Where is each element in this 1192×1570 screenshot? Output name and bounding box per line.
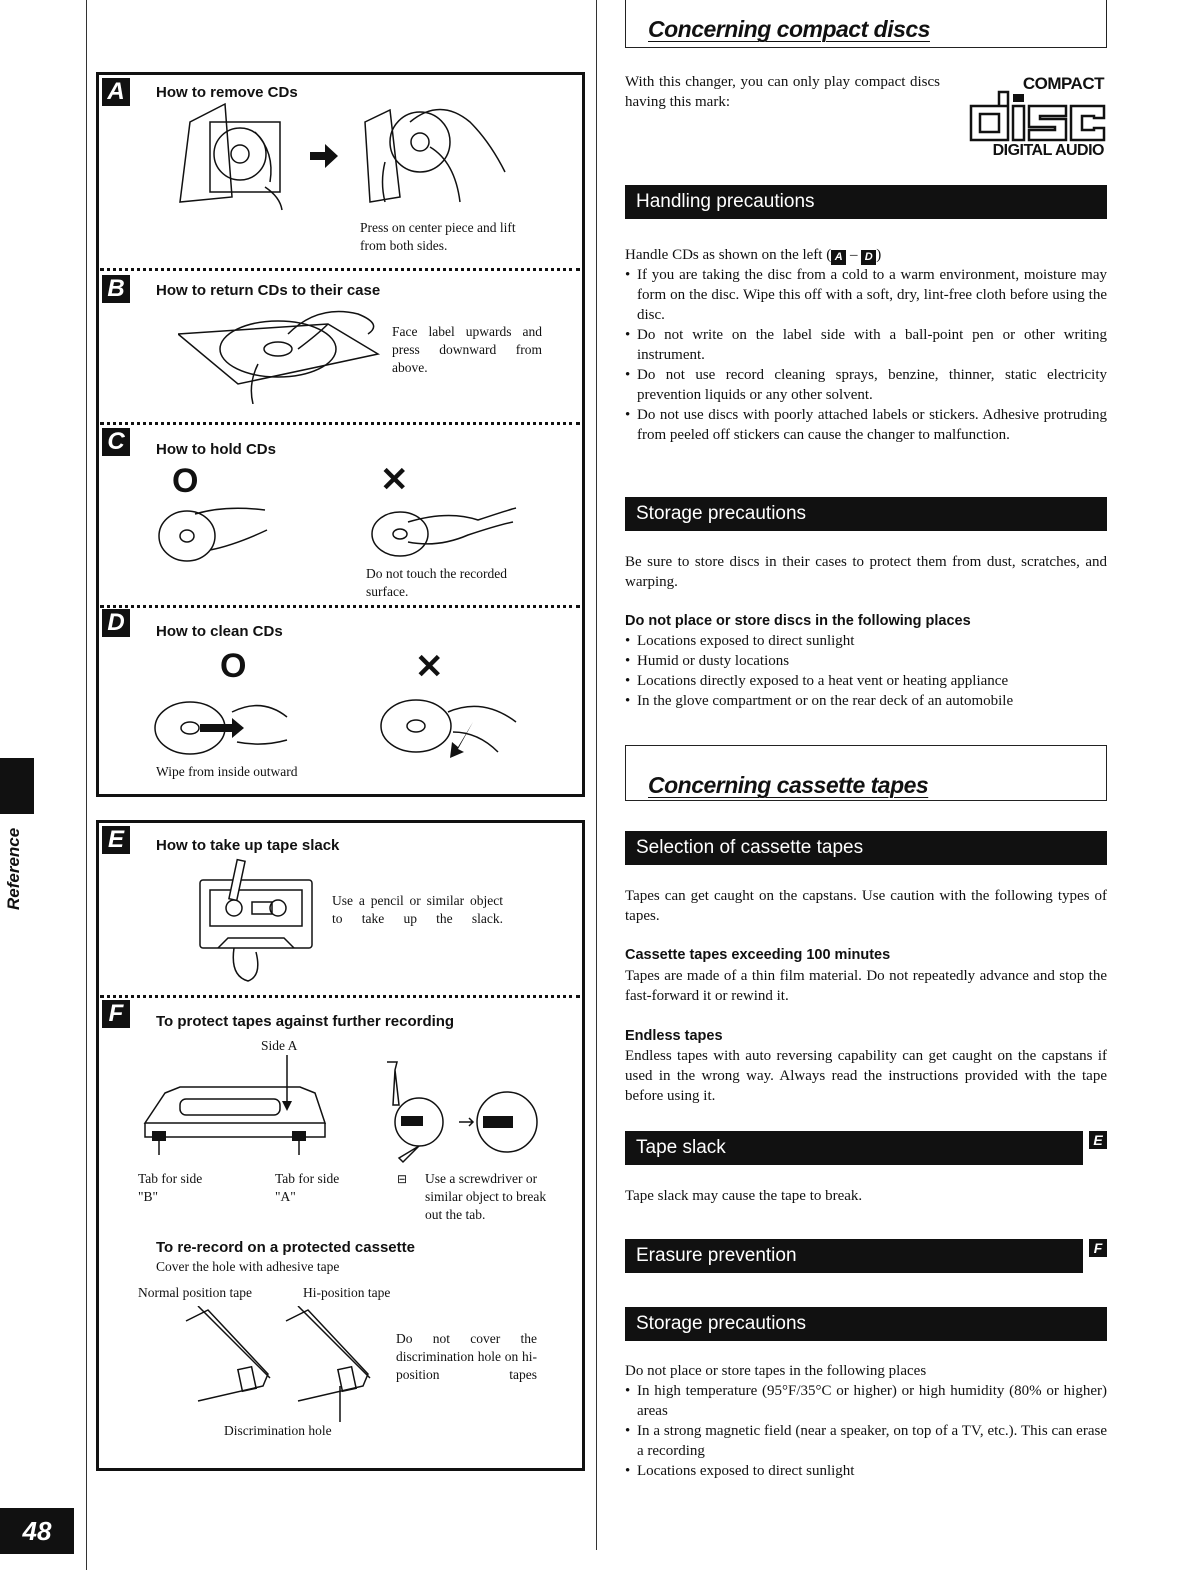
tape-storage-bar: Storage precautions	[625, 1307, 1107, 1341]
screwdriver-illustration	[383, 1060, 543, 1170]
tape-slack-bar: Tape slack	[625, 1131, 1083, 1165]
ref-f-badge: F	[1089, 1239, 1107, 1257]
list-item: • In a strong magnetic field (near a speaker, on top of a TV, etc.). This can erase a recording	[625, 1421, 1107, 1461]
protect-tapes-title: To protect tapes against further recording	[156, 1013, 455, 1030]
divider-bc	[100, 422, 580, 425]
return-cds-title: How to return CDs to their case	[156, 282, 381, 299]
logo-compact-text: COMPACT	[1022, 74, 1104, 93]
logo-disc-mark	[968, 88, 1108, 142]
section-letter-b: B	[102, 275, 130, 303]
tab-side-a-label: Tab for side "A"	[275, 1171, 340, 1204]
endless-tapes-text: Endless tapes with auto reversing capability can get caught on the capstans if used in the wrong way. Always read the instructions provided with the tape before using it.	[625, 1048, 1107, 1104]
cd-storage-list	[625, 631, 1107, 711]
cd-storage-text: Be sure to store discs in their cases to protect them from dust, scratches, and warping.	[625, 554, 1107, 590]
hold-ok-mark: O	[172, 462, 199, 500]
handling-precautions-bar: Handling precautions	[625, 185, 1107, 219]
tape-slack-title: How to take up tape slack	[156, 837, 340, 854]
clean-ok-mark: O	[220, 647, 247, 685]
hold-cds-title: How to hold CDs	[156, 441, 276, 458]
hi-position-label: Hi-position tape	[303, 1285, 391, 1300]
hold-cds-caption: Do not touch the recorded surface.	[366, 566, 507, 599]
tape-selection-bar: Selection of cassette tapes	[625, 831, 1107, 865]
discrimination-hole-label: Discrimination hole	[224, 1423, 332, 1438]
rerecord-text: Cover the hole with adhesive tape	[156, 1259, 340, 1274]
divider-ab	[100, 268, 580, 271]
tape-slack-illustration	[198, 856, 318, 988]
tape-selection-text: Tapes can get caught on the capstans. Use caution with the following types of tapes.	[625, 888, 1107, 924]
ref-d-badge: D	[861, 250, 876, 265]
screwdriver-icon: ⊟	[397, 1172, 408, 1186]
clean-cds-title: How to clean CDs	[156, 623, 283, 640]
long-tapes-subheading: Cassette tapes exceeding 100 minutes	[625, 947, 891, 963]
handling-list	[625, 265, 1107, 445]
side-a-label: Side A	[261, 1038, 298, 1053]
compact-disc-logo	[968, 74, 1108, 162]
handling-intro-pre: Handle CDs as shown on the left (	[625, 247, 832, 263]
rerecord-title: To re-record on a protected cassette	[156, 1239, 415, 1256]
section-letter-d: D	[102, 609, 130, 637]
tape-slack-caption: Use a pencil or similar object to take up the slack.	[332, 893, 503, 926]
clean-cd-wrong-illustration	[378, 692, 518, 762]
section-letter-f: F	[102, 1000, 130, 1028]
hi-position-caption: Do not cover the discrimination hole on hi-position tapes	[396, 1331, 537, 1382]
list-item: • Locations exposed to direct sunlight	[625, 1461, 1107, 1481]
screwdriver-caption: Use a screwdriver or similar object to break out the tab.	[425, 1171, 547, 1222]
adhesive-tape-illustration	[178, 1306, 378, 1422]
cd-section-title: Concerning compact discs	[648, 16, 930, 42]
section-letter-e: E	[102, 826, 130, 854]
logo-digital-audio-text: DIGITAL AUDIO	[992, 142, 1104, 159]
list-item: • Do not use record cleaning sprays, benzine, thinner, static electricity prevention liquids or any other solvent.	[625, 365, 1107, 405]
section-letter-a: A	[102, 78, 130, 106]
hold-cd-wrong-illustration	[368, 500, 518, 560]
ref-a-badge: A	[831, 250, 846, 265]
list-item: • Locations exposed to direct sunlight	[625, 631, 1107, 651]
divider-cd	[100, 605, 580, 608]
section-label: Reference	[4, 827, 23, 910]
page-number: 48	[0, 1508, 74, 1554]
list-item: • Do not write on the label side with a ball-point pen or other writing instrument.	[625, 325, 1107, 365]
cd-storage-bar: Storage precautions	[625, 497, 1107, 531]
cd-intro-text: With this changer, you can only play compact discs having this mark:	[625, 74, 940, 110]
handling-intro-dash: –	[846, 247, 862, 263]
center-column-rule	[596, 0, 597, 1550]
erasure-prevention-bar: Erasure prevention	[625, 1239, 1083, 1273]
long-tapes-text: Tapes are made of a thin film material. Do not repeatedly advance and stop the fast-forward it or rewind it.	[625, 968, 1107, 1004]
tape-storage-list	[625, 1381, 1107, 1481]
remove-cd-illustration	[170, 102, 510, 212]
hold-ng-mark: ✕	[380, 461, 409, 499]
return-cds-caption: Face label upwards and press downward from above.	[392, 324, 542, 375]
clean-cd-correct-illustration	[152, 692, 292, 762]
normal-position-label: Normal position tape	[138, 1285, 252, 1300]
list-item: • If you are taking the disc from a cold to a warm environment, moisture may form on the disc. Wipe this off with a soft, dry, lint-free cloth before using the disc.	[625, 265, 1107, 325]
clean-cds-caption: Wipe from inside outward	[156, 764, 298, 779]
list-item: • In high temperature (95°F/35°C or higher) or high humidity (80% or higher) areas	[625, 1381, 1107, 1421]
tape-section-title: Concerning cassette tapes	[648, 772, 929, 798]
list-item: • Humid or dusty locations	[625, 651, 1107, 671]
clean-ng-mark: ✕	[415, 648, 444, 686]
remove-cds-caption: Press on center piece and lift from both sides.	[360, 220, 516, 253]
divider-ef	[100, 995, 580, 998]
cassette-tabs-illustration	[140, 1055, 330, 1155]
remove-cds-title: How to remove CDs	[156, 84, 298, 101]
endless-tapes-subheading: Endless tapes	[625, 1028, 723, 1044]
list-item: • Do not use discs with poorly attached labels or stickers. Adhesive protruding from peeled off stickers can cause the changer to malfunction.	[625, 405, 1107, 445]
handling-intro	[625, 245, 1107, 265]
list-item: • In the glove compartment or on the rear deck of an automobile	[625, 691, 1107, 711]
tape-storage-text: Do not place or store tapes in the following places	[625, 1363, 927, 1379]
cd-storage-subheading: Do not place or store discs in the following places	[625, 613, 971, 629]
hold-cd-correct-illustration	[155, 500, 275, 570]
ref-e-badge: E	[1089, 1131, 1107, 1149]
return-cd-illustration	[178, 304, 388, 404]
tape-slack-text: Tape slack may cause the tape to break.	[625, 1188, 863, 1204]
handling-intro-post: )	[876, 247, 882, 263]
tab-side-b-label: Tab for side "B"	[138, 1171, 203, 1204]
list-item: • Locations directly exposed to a heat vent or heating appliance	[625, 671, 1107, 691]
left-margin-rule	[86, 0, 87, 1570]
section-letter-c: C	[102, 428, 130, 456]
